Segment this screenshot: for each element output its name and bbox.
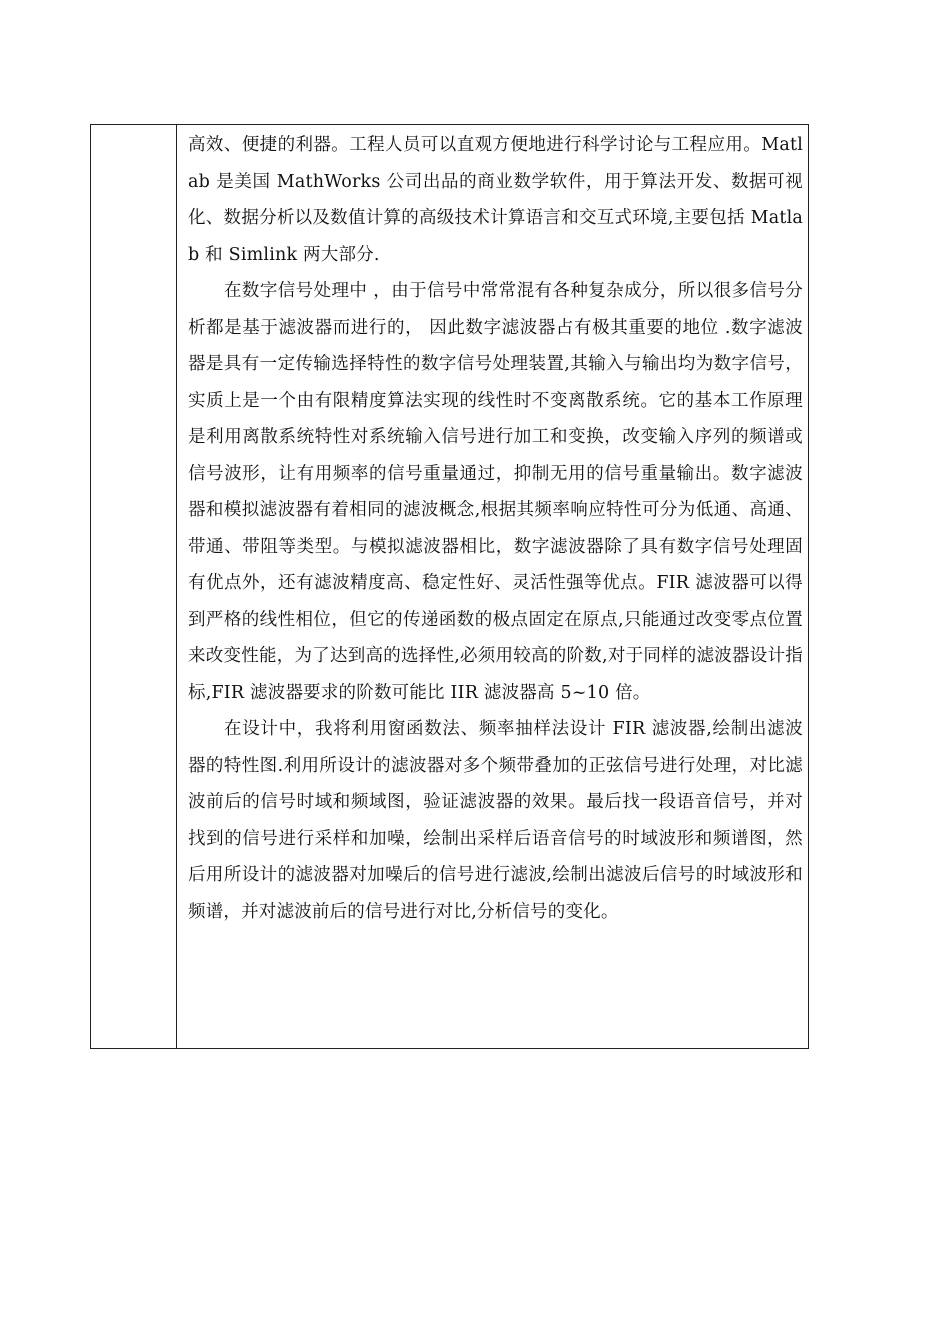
label-cell <box>91 125 177 1048</box>
content-cell <box>178 125 809 1048</box>
paragraph-design-plan: 在设计中，我将利用窗函数法、频率抽样法设计 FIR 滤波器,绘制出滤波器的特性图.利用所设计的滤波器对多个频带叠加的正弦信号进行处理，对比滤波前后的信号时域和频域图，验证滤波器的效果。最后找一段语音信号，并对找到的信号进行采样和加噪，绘制出采样后语音信号的时域波形和频谱图，然后用所设计的滤波器对加噪后的信号进行滤波,绘制出滤波后信号的时域波形和频谱，并对滤波前后的信号进行对比,分析信号的变化。 <box>188 719 803 922</box>
paragraph-matlab-intro: 高效、便捷的利器。工程人员可以直观方便地进行科学讨论与工程应用。Matlab 是美国 MathWorks 公司出品的商业数学软件，用于算法开发、数据可视化、数据分析以及数值计算的高级技术计算语言和交互式环境,主要包括 Matlab 和 Simlink 两大部分. <box>188 135 803 265</box>
paragraph-digital-filter: 在数字信号处理中 ，由于信号中常常混有各种复杂成分，所以很多信号分析都是基于滤波器而进行的， 因此数字滤波器占有极其重要的地位 .数字滤波器是具有一定传输选择特性的数字信号处理装置,其输入与输出均为数字信号，实质上是一个由有限精度算法实现的线性时不变离散系统。它的基本工作原理是利用离散系统特性对系统输入信号进行加工和变换，改变输入序列的频谱或信号波形，让有用频率的信号重量通过，抑制无用的信号重量输出。数字滤波器和模拟滤波器有着相同的滤波概念,根据其频率响应特性可分为低通、高通、带通、带阻等类型。与模拟滤波器相比，数字滤波器除了具有数字信号处理固有优点外，还有滤波精度高、稳定性好、灵活性强等优点。FIR 滤波器可以得到严格的线性相位，但它的传递函数的极点固定在原点,只能通过改变零点位置来改变性能，为了达到高的选择性,必须用较高的阶数,对于同样的滤波器设计指标,FIR 滤波器要求的阶数可能比 IIR 滤波器高 5~10 倍。 <box>188 281 803 703</box>
document-table <box>90 124 809 1049</box>
